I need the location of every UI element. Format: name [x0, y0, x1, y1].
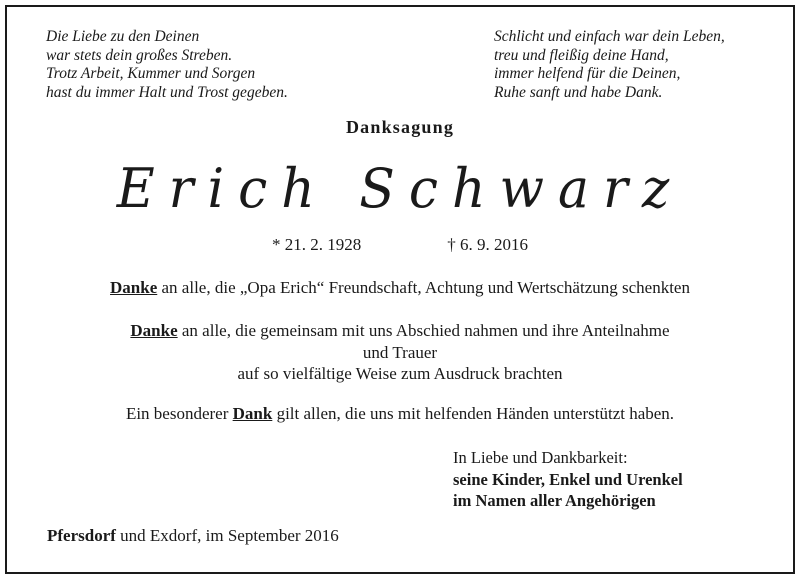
thanks-text: auf so vielfältige Weise zum Ausdruck brachten	[237, 364, 563, 383]
death-date: † 6. 9. 2016	[447, 235, 528, 254]
life-dates	[0, 235, 800, 255]
place-date	[47, 526, 339, 546]
signoff	[453, 447, 683, 512]
poem-line: war stets dein großes Streben.	[46, 46, 233, 64]
signoff-family: seine Kinder, Enkel und Urenkel	[453, 469, 683, 489]
poem-line: Die Liebe zu den Deinen	[46, 28, 200, 45]
signoff-intro: In Liebe und Dankbarkeit:	[453, 448, 628, 467]
thanks-text: und Trauer	[362, 343, 438, 362]
thanks-line	[0, 342, 800, 363]
place-text: und Exdorf, im September 2016	[115, 526, 339, 545]
thanks-keyword: Dank	[232, 404, 273, 423]
notice-heading: Danksagung	[345, 117, 455, 137]
poem-line: Schlicht und einfach war dein Leben,	[494, 28, 725, 45]
thanks-keyword: Danke	[110, 278, 158, 297]
birth-date: * 21. 2. 1928	[272, 235, 362, 254]
thanks-text: gilt allen, die uns mit helfenden Händen unterstützt haben.	[272, 404, 675, 423]
thanks-text: an alle, die gemeinsam mit uns Abschied nahmen und ihre Anteilnahme	[177, 321, 670, 340]
thanks-line	[0, 277, 800, 298]
poem-line: immer helfend für die Deinen,	[494, 65, 681, 83]
poem-left	[46, 28, 288, 102]
thanks-text: an alle, die „Opa Erich“ Freundschaft, Achtung und Wertschätzung schenkten	[157, 278, 690, 297]
thanks-prefix: Ein besonderer	[125, 404, 233, 423]
poem-line: hast du immer Halt und Trost gegeben.	[46, 83, 288, 101]
place-name: Pfersdorf	[47, 526, 116, 545]
thanks-line	[0, 403, 800, 424]
thanks-keyword: Danke	[130, 321, 178, 340]
poem-line: Trotz Arbeit, Kummer und Sorgen	[46, 65, 256, 83]
thanks-line	[0, 320, 800, 341]
thanks-line	[0, 363, 800, 384]
signoff-relatives: im Namen aller Angehörigen	[453, 491, 656, 510]
poem-right	[494, 28, 725, 102]
deceased-name: Erich Schwarz	[116, 157, 684, 221]
poem-line: treu und fleißig deine Hand,	[494, 46, 669, 64]
poem-line: Ruhe sanft und habe Dank.	[494, 83, 663, 101]
